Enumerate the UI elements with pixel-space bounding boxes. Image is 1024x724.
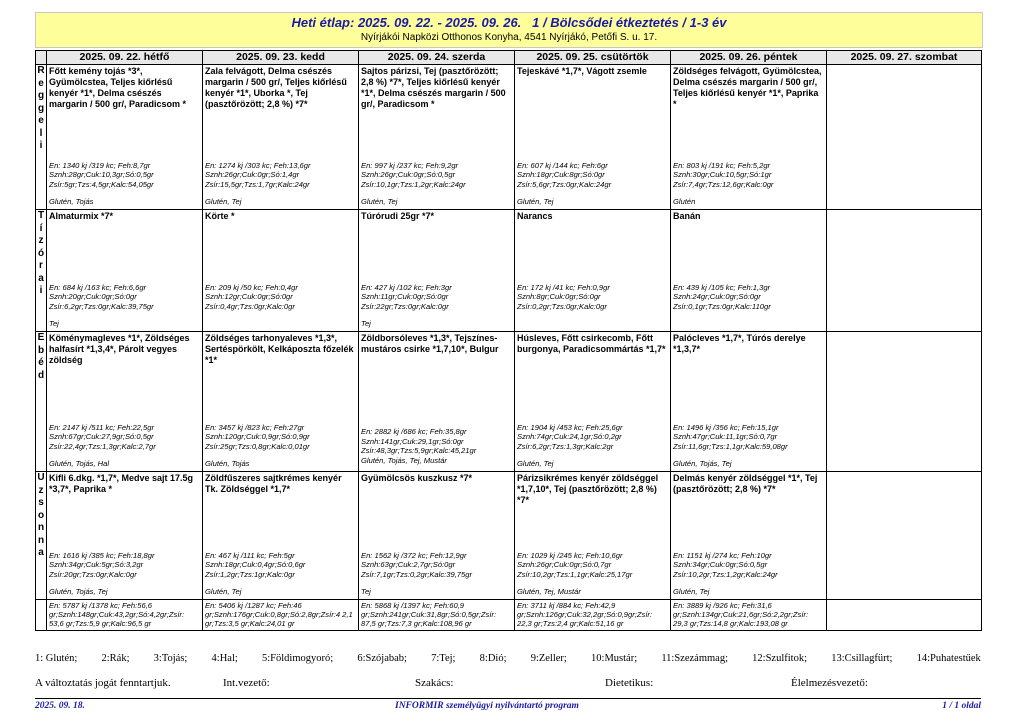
nutrition-line: Zsír:7,4gr;Tzs:12,6gr;Kalc:0gr xyxy=(673,179,774,189)
meal-name-letter: a xyxy=(38,272,44,284)
nutrition-info xyxy=(203,283,358,312)
day-header: 2025. 09. 24. szerda xyxy=(359,51,515,65)
nutrition-line: Zsír:10,2gr;Tzs:1,2gr;Kalc:24gr xyxy=(673,569,778,579)
meal-name-letter: E xyxy=(37,332,45,343)
dish-text: Delmás kenyér zöldséggel *1*, Tej (pasztőrözött; 2,8 %) *7* xyxy=(673,473,818,494)
allergen-list: Glutén, Tej xyxy=(205,197,242,206)
nutrition-info xyxy=(671,551,826,580)
dish-text: Tejeskávé *1,7*, Vágott zsemle xyxy=(517,66,647,76)
nutrition-line: Zsír:0,4gr;Tzs:0gr;Kalc:0gr xyxy=(205,301,295,311)
daily-total: En: 5868 kj /1397 kc; Feh:60,9 gr;Sznh:241gr;Cuk:31,8gr;Só:0,5gr;Zsír: 87,5 gr;Tzs:7,3 gr;Kalc:108,96 gr xyxy=(359,600,515,631)
menu-cell xyxy=(359,332,515,472)
nutrition-line: En: 1616 kj /385 kc; Feh:18,8gr xyxy=(49,550,155,560)
dish-text: Almaturmix *7* xyxy=(49,211,114,221)
dish-text: Főtt kemény tojás *3*, Gyümölcstea, Teljes kiőrlésű kenyér *1*, Delma csészés margarin / 500 gr/, Paradicsom * xyxy=(49,66,187,109)
menu-cell xyxy=(47,332,203,472)
nutrition-info xyxy=(203,423,358,452)
menu-cell xyxy=(47,472,203,600)
nutrition-line: En: 209 kj /50 kc; Feh:0,4gr xyxy=(205,282,298,292)
nutrition-line: En: 427 kj /102 kc; Feh:3gr xyxy=(361,282,452,292)
day-header: 2025. 09. 27. szombat xyxy=(827,51,982,65)
meal-name xyxy=(36,210,47,332)
nutrition-line: Sznh:26gr;Cuk:0gr;Só:0,7gr xyxy=(517,560,612,569)
menu-cell xyxy=(47,65,203,210)
meal-name-letter: z xyxy=(38,235,44,246)
meal-name-letter: g xyxy=(37,90,45,101)
allergen-list: Glutén xyxy=(673,197,696,206)
menu-cell xyxy=(827,472,982,600)
page-footer xyxy=(35,698,981,711)
day-header: 2025. 09. 26. péntek xyxy=(671,51,827,65)
nutrition-info xyxy=(359,283,514,312)
allergen-list: Glutén, Tej xyxy=(205,587,242,596)
nutrition-line: Zsír:15,5gr;Tzs:1,7gr;Kalc:24gr xyxy=(205,179,310,189)
totals-side xyxy=(36,600,47,631)
nutrition-line: En: 2147 kj /511 kc; Feh:22,5gr xyxy=(49,422,154,432)
allergen-list: Glutén, Tej xyxy=(517,197,554,206)
allergen-legend-item: 11:Szezámmag; xyxy=(661,653,728,664)
nutrition-line: Zsír:0,1gr;Tzs:0gr;Kalc:110gr xyxy=(673,301,771,311)
nutrition-line: Sznh:34gr;Cuk:0gr;Só:0,5gr xyxy=(673,560,768,569)
menu-cell xyxy=(671,210,827,332)
daily-total xyxy=(827,600,982,631)
allergen-legend-item: 7:Tej; xyxy=(431,653,456,664)
nutrition-line: En: 2882 kj /686 kc; Feh:35,8gr xyxy=(361,427,467,436)
nutrition-info xyxy=(671,423,826,452)
allergen-list: Glutén, Tej xyxy=(517,459,554,468)
nutrition-line: Glutén, Tojás, Tej, Mustár xyxy=(361,455,447,465)
nutrition-line: Zsír:1,2gr;Tzs:1gr;Kalc:0gr xyxy=(205,569,295,579)
meal-name xyxy=(36,332,47,472)
meal-name-letter: T xyxy=(37,210,45,221)
nutrition-line: En: 467 kj /111 kc; Feh:5gr xyxy=(205,550,295,560)
dish-text: Zala felvágott, Delma csészés margarin / 500 gr/, Teljes kiőrlésű kenyér *1*, Uborka *, Tej (pasztőrözött; 2,8 %) *7* xyxy=(205,66,347,109)
menu-cell xyxy=(359,65,515,210)
menu-cell xyxy=(827,332,982,472)
dish-text: Sajtos párizsi, Tej (pasztőrözött; 2,8 %) *7*, Teljes kiőrlésű kenyér *1*, Delma csészés margarin / 500 gr/, Paradicsom * xyxy=(361,66,506,109)
meal-row xyxy=(36,210,982,332)
nutrition-line: Sznh:8gr;Cuk:0gr;Só:0gr xyxy=(517,292,601,301)
nutrition-info xyxy=(515,551,670,580)
page-number: 1 / 1 oldal xyxy=(942,701,981,711)
dish-text: Palócleves *1,7*, Túrós derelye *1,3,7* xyxy=(673,333,806,354)
nutrition-line: Zsír:0,2gr;Tzs:0gr;Kalc:0gr xyxy=(517,301,607,311)
nutrition-info xyxy=(671,161,826,190)
szakacs-label: Szakács: xyxy=(415,677,454,689)
dish-text xyxy=(827,65,981,66)
allergen-list: Glutén, Tojás xyxy=(205,459,250,468)
meal-name-letter: r xyxy=(39,260,43,271)
daily-total: En: 3711 kj /884 kc; Feh:42,9 gr;Sznh:126gr;Cuk:32,2gr;Só:0,9gr;Zsír: 22,3 gr;Tzs:2,4 gr;Kalc:51,16 gr xyxy=(515,600,671,631)
corner-cell xyxy=(36,51,47,65)
nutrition-line: Sznh:26gr;Cuk:0gr;Só:0,5gr xyxy=(361,170,456,179)
dish-text: Banán xyxy=(673,211,701,221)
menu-cell xyxy=(671,472,827,600)
dish-text: Zöldfűszeres sajtkrémes kenyér Tk. Zöldséggel *1,7* xyxy=(205,473,342,494)
nutrition-line: Sznh:141gr;Cuk:29,1gr;Só:0gr xyxy=(361,436,464,446)
meal-name-letter: i xyxy=(39,285,43,296)
meal-name xyxy=(36,65,47,210)
nutrition-info xyxy=(671,283,826,312)
nutrition-line: Zsír:22,4gr;Tzs:1,3gr;Kalc:2,7gr xyxy=(49,441,156,451)
elelmezesvezeto-label: Élelmezésvezető: xyxy=(791,677,868,689)
nutrition-line: Sznh:67gr;Cuk:27,9gr;Só:0,5gr xyxy=(49,432,154,441)
nutrition-line: Zsír:6,2gr;Tzs:0gr;Kalc:39,75gr xyxy=(49,301,154,311)
program-name: INFORMIR személyügyi nyilvántartó program xyxy=(395,701,579,711)
allergen-legend-item: 1: Glutén; xyxy=(35,653,78,664)
nutrition-line: Sznh:28gr;Cuk:10,3gr;Só:0,5gr xyxy=(49,170,154,179)
menu-cell xyxy=(515,472,671,600)
nutrition-info xyxy=(359,551,514,580)
menu-cell xyxy=(515,210,671,332)
dish-text: Zöldborsóleves *1,3*, Tejszínes-mustáros csirke *1,7,10*, Bulgur xyxy=(361,333,499,354)
menu-cell xyxy=(47,210,203,332)
intvezeto-label: Int.vezető: xyxy=(223,677,270,689)
nutrition-line: En: 1151 kj /274 kc; Feh:10gr xyxy=(673,550,772,560)
meal-name-letter: U xyxy=(37,472,45,483)
nutrition-line: Zsír:10,2gr;Tzs:1,1gr;Kalc:25,17gr xyxy=(517,569,633,579)
nutrition-line: En: 684 kj /163 kc; Feh:6,6gr xyxy=(49,282,147,292)
allergen-legend-item: 6:Szójabab; xyxy=(357,653,407,664)
nutrition-line: Sznh:63gr;Cuk:2,7gr;Só:0gr xyxy=(361,560,456,569)
allergen-legend-item: 5:Földimogyoró; xyxy=(261,653,334,664)
menu-cell xyxy=(203,332,359,472)
nutrition-info xyxy=(515,161,670,190)
dish-text xyxy=(827,472,981,473)
meal-name-letter: l xyxy=(39,127,43,139)
nutrition-line: En: 172 kj /41 kc; Feh:0,9gr xyxy=(517,282,610,292)
allergen-legend-item: 9:Zeller; xyxy=(530,653,567,664)
allergen-legend-item: 3:Tojás; xyxy=(153,653,188,664)
meal-name-letter: d xyxy=(37,369,45,381)
nutrition-info xyxy=(203,551,358,580)
menu-cell xyxy=(515,332,671,472)
dish-text: Párizsikrémes kenyér zöldséggel *1,7,10*, Tej (pasztőrözött; 2,8 %) *7* xyxy=(517,473,659,505)
nutrition-line: En: 3457 kj /823 kc; Feh:27gr xyxy=(205,422,305,432)
allergen-legend-item: 14:Puhatestűek xyxy=(916,653,981,664)
day-header: 2025. 09. 25. csütörtök xyxy=(515,51,671,65)
nutrition-info xyxy=(515,423,670,452)
allergen-list: Glutén, Tej xyxy=(673,587,710,596)
nutrition-line: Sznh:18gr;Cuk:8gr;Só:0gr xyxy=(517,170,605,179)
nutrition-line: En: 1496 kj /356 kc; Feh:15,1gr xyxy=(673,422,779,432)
nutrition-info xyxy=(359,161,514,190)
day-header: 2025. 09. 22. hétfő xyxy=(47,51,203,65)
meal-name-letter: R xyxy=(37,65,45,76)
nutrition-line: Sznh:24gr;Cuk:0gr;Só:0gr xyxy=(673,292,761,301)
meal-name-letter: i xyxy=(39,140,43,151)
menu-cell xyxy=(203,210,359,332)
nutrition-line: Sznh:34gr;Cuk:5gr;Só:3,2gr xyxy=(49,560,144,569)
dish-text: Túrórudi 25gr *7* xyxy=(361,211,435,221)
menu-title: Heti étlap: 2025. 09. 22. - 2025. 09. 26. 1 / Bölcsődei étkeztetés / 1-3 év xyxy=(291,15,727,30)
meal-name-letter: n xyxy=(37,534,45,546)
nutrition-info xyxy=(47,161,202,190)
nutrition-line: Sznh:11gr;Cuk:0gr;Só:0gr xyxy=(361,292,449,301)
nutrition-line: Sznh:18gr;Cuk:0,4gr;Só:0,6gr xyxy=(205,560,306,569)
meal-name-letter: s xyxy=(38,497,44,508)
nutrition-line: Sznh:20gr;Cuk:0gr;Só:0gr xyxy=(49,292,137,301)
nutrition-line: Zsír:22gr;Tzs:0gr;Kalc:0gr xyxy=(361,301,449,311)
dietetikus-label: Dietetikus: xyxy=(605,677,654,689)
daily-total: En: 3889 kj /926 kc; Feh:31,6 gr;Sznh:134gr;Cuk:21,6gr;Só:2,2gr;Zsír: 29,3 gr;Tzs:14,8 gr;Kalc:193,08 gr xyxy=(671,600,827,631)
allergen-legend xyxy=(35,653,981,664)
allergen-list: Tej xyxy=(361,587,371,596)
day-header: 2025. 09. 23. kedd xyxy=(203,51,359,65)
meal-name-letter: b xyxy=(37,344,45,356)
dish-text: Narancs xyxy=(517,211,553,221)
dish-text: Körte * xyxy=(205,211,235,221)
nutrition-line: Zsír:11,6gr;Tzs:1,1gr;Kalc:59,08gr xyxy=(673,441,788,451)
allergen-list: Glutén, Tojás, Tej xyxy=(49,587,108,596)
menu-cell xyxy=(203,65,359,210)
allergen-list: Glutén, Tojás, Tej xyxy=(673,459,732,468)
nutrition-info xyxy=(203,161,358,190)
daily-total: En: 5787 kj /1378 kc; Feh:56,6 gr;Sznh:148gr;Cuk:43,2gr;Só:4,2gr;Zsír: 53,6 gr;Tzs:5,9 gr;Kalc:96,5 gr xyxy=(47,600,203,631)
allergen-legend-item: 4:Hal; xyxy=(211,653,238,664)
meal-row xyxy=(36,65,982,210)
meal-row xyxy=(36,472,982,600)
menu-header xyxy=(35,12,983,48)
meal-name-letter: í xyxy=(39,222,43,234)
meal-name-letter: o xyxy=(37,509,45,521)
day-header-row xyxy=(36,51,982,65)
daily-totals-row xyxy=(36,600,982,631)
menu-cell xyxy=(827,65,982,210)
nutrition-line: Zsír:7,1gr;Tzs:0,2gr;Kalc:39,75gr xyxy=(361,569,472,579)
meal-name-letter: e xyxy=(38,77,44,89)
menu-cell xyxy=(359,472,515,600)
meal-name-letter: a xyxy=(38,547,44,558)
meal-name xyxy=(36,472,47,600)
dish-text: Kifli 6.dkg. *1,7*, Medve sajt 17.5g *3,7*, Paprika * xyxy=(49,473,194,494)
nutrition-line: Sznh:26gr;Cuk:0gr;Só:1,4gr xyxy=(205,170,300,179)
nutrition-info xyxy=(359,427,514,465)
meal-name-letter: z xyxy=(38,484,44,496)
menu-cell xyxy=(359,210,515,332)
nutrition-line: Zsír:6,2gr;Tzs:1,3gr;Kalc:2gr xyxy=(517,441,614,451)
nutrition-line: Zsír:5gr;Tzs:4,5gr;Kalc:54,05gr xyxy=(49,179,154,189)
menu-cell xyxy=(515,65,671,210)
dish-text: Gyümölcsös kuszkusz *7* xyxy=(361,473,473,483)
menu-cell xyxy=(827,210,982,332)
meal-name-letter: é xyxy=(38,357,44,368)
meal-name-letter: g xyxy=(37,102,45,114)
allergen-legend-item: 8:Dió; xyxy=(479,653,507,664)
weekly-menu-table xyxy=(35,50,982,631)
nutrition-info xyxy=(47,423,202,452)
dish-text xyxy=(827,332,981,333)
dish-text: Köménymagleves *1*, Zöldséges halfasírt *1,3,4*, Párolt vegyes zöldség xyxy=(49,333,190,365)
allergen-legend-item: 12:Szulfitok; xyxy=(752,653,808,664)
nutrition-line: En: 997 kj /237 kc; Feh:9,2gr xyxy=(361,160,459,170)
nutrition-line: Zsír:10,1gr;Tzs:1,2gr;Kalc:24gr xyxy=(361,179,466,189)
nutrition-line: En: 803 kj /191 kc; Feh:5,2gr xyxy=(673,160,771,170)
nutrition-line: Zsír:5,6gr;Tzs:0gr;Kalc:24gr xyxy=(517,179,612,189)
kitchen-address: Nyírjákói Napközi Otthonos Konyha, 4541 Nyírjákó, Petőfi S. u. 17. xyxy=(360,32,658,43)
allergen-legend-item: 2:Rák; xyxy=(101,653,130,664)
nutrition-info xyxy=(515,283,670,312)
dish-text xyxy=(827,210,981,211)
nutrition-info xyxy=(47,283,202,312)
allergen-list: Glutén, Tej xyxy=(361,197,398,206)
meal-row xyxy=(36,332,982,472)
menu-cell xyxy=(203,472,359,600)
allergen-list: Tej xyxy=(49,319,59,328)
nutrition-line: En: 439 kj /105 kc; Feh:1,3gr xyxy=(673,282,771,292)
print-date: 2025. 09. 18. xyxy=(35,701,85,711)
meal-name-letter: n xyxy=(37,522,45,533)
nutrition-line: En: 607 kj /144 kc; Feh:6gr xyxy=(517,160,608,170)
allergen-list: Glutén, Tej, Mustár xyxy=(517,587,581,596)
allergen-legend-item: 13:Csillagfürt; xyxy=(831,653,893,664)
allergen-list: Glutén, Tojás, Hal xyxy=(49,459,110,468)
nutrition-line: Sznh:74gr;Cuk:24,1gr;Só:0,2gr xyxy=(517,432,622,441)
allergen-list: Glutén, Tojás xyxy=(49,197,94,206)
nutrition-line: Sznh:47gr;Cuk:11,1gr;Só:0,7gr xyxy=(673,432,778,441)
nutrition-line: Zsír:20gr;Tzs:0gr;Kalc:0gr xyxy=(49,569,137,579)
menu-cell xyxy=(671,65,827,210)
daily-total: En: 5406 kj /1287 kc; Feh:46 gr;Sznh:176gr;Cuk:0,8gr;Só:2,8gr;Zsír:4 2,1 gr;Tzs:3,5 gr;Kalc:24,01 gr xyxy=(203,600,359,631)
dish-text: Zöldséges felvágott, Gyümölcstea, Delma csészés margarin / 500 gr/, Teljes kiőrlésű kenyér *1*, Paprika * xyxy=(673,66,822,109)
change-notice: A változtatás jogát fenntartjuk. xyxy=(35,677,171,689)
nutrition-line: En: 1340 kj /319 kc; Feh:8,7gr xyxy=(49,160,151,170)
nutrition-line: En: 1274 kj /303 kc; Feh:13,6gr xyxy=(205,160,311,170)
nutrition-line: Zsír:48,3gr;Tzs:5,9gr;Kalc:45,21gr xyxy=(361,446,477,455)
meal-name-letter: e xyxy=(38,115,44,126)
nutrition-line: En: 1029 kj /245 kc; Feh:10,6gr xyxy=(517,550,623,560)
nutrition-line: Sznh:120gr;Cuk:0,9gr;Só:0,9gr xyxy=(205,432,310,441)
dish-text: Zöldséges tarhonyaleves *1,3*, Sertéspörkölt, Kelkáposzta főzelék *1* xyxy=(205,333,354,365)
nutrition-line: Sznh:12gr;Cuk:0gr;Só:0gr xyxy=(205,292,293,301)
nutrition-line: En: 1904 kj /453 kc; Feh:25,6gr xyxy=(517,422,623,432)
nutrition-info xyxy=(47,551,202,580)
allergen-legend-item: 10:Mustár; xyxy=(591,653,638,664)
nutrition-line: En: 1562 kj /372 kc; Feh:12,9gr xyxy=(361,550,467,560)
nutrition-line: Zsír:25gr;Tzs:0,8gr;Kalc:0,01gr xyxy=(205,441,310,451)
meal-name-letter: ó xyxy=(37,247,45,259)
menu-cell xyxy=(671,332,827,472)
allergen-list: Tej xyxy=(361,319,371,328)
nutrition-line: Sznh:30gr;Cuk:10,5gr;Só:1gr xyxy=(673,170,772,179)
dish-text: Húsleves, Főtt csirkecomb, Főtt burgonya, Paradicsommártás *1,7* xyxy=(517,333,666,354)
